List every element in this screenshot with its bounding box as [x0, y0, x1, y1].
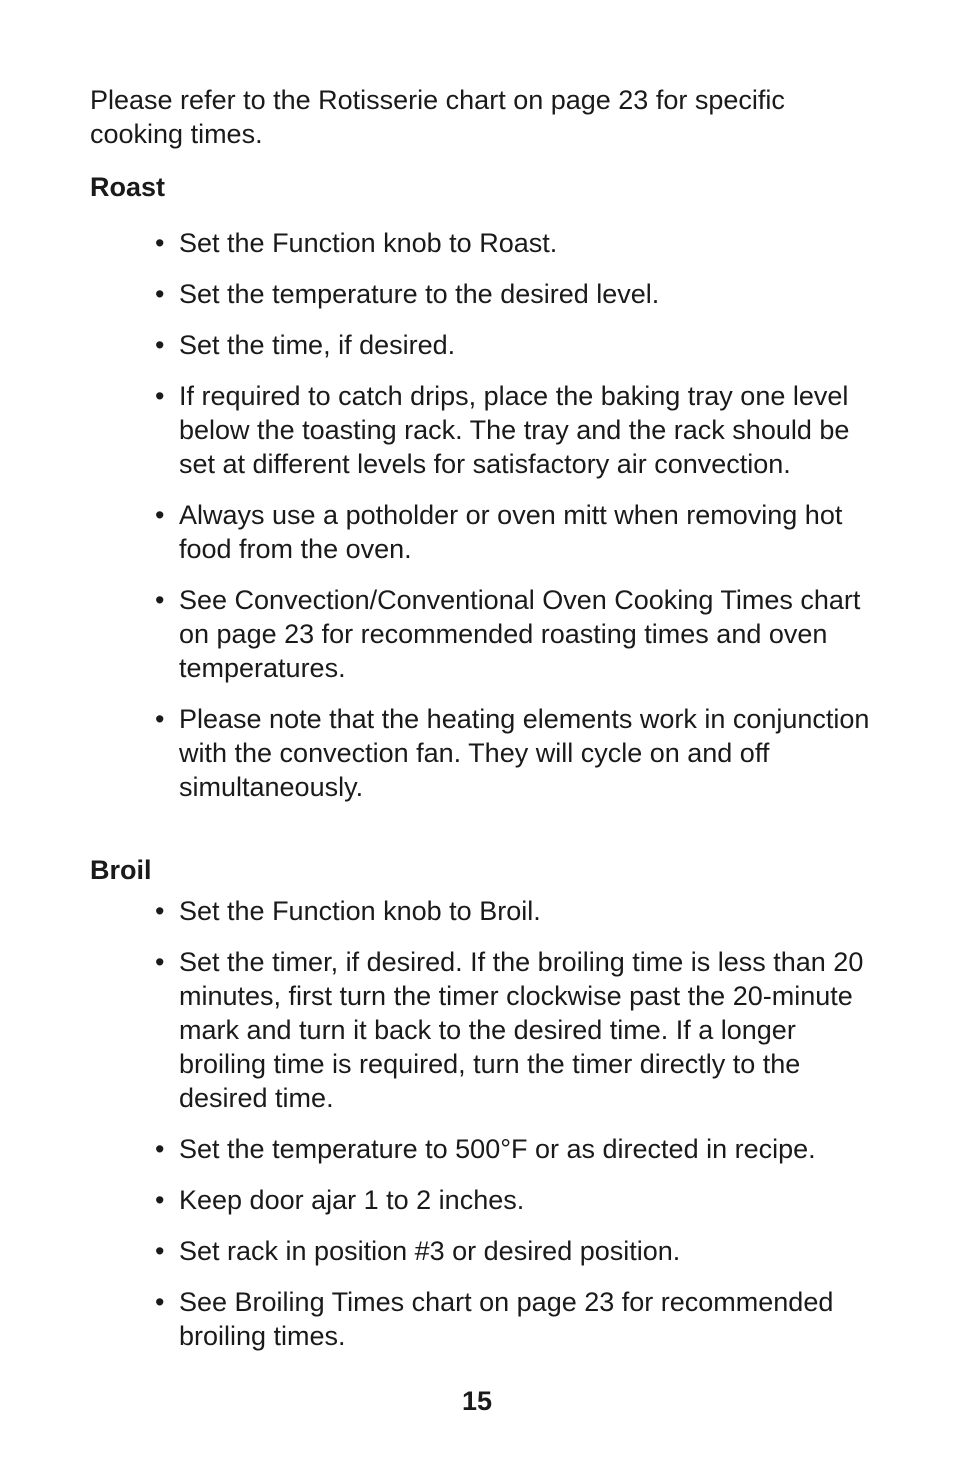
list-item: • Set the time, if desired. [155, 330, 456, 360]
roast-heading: Roast [90, 172, 166, 202]
list-item: • Set the timer, if desired. If the broiling time is less than 20 minutes, first turn the timer clockwise past the 20-minute mark and turn it back to the desired time. If a longer broiling time is required, turn the timer directly to the desired time. [155, 947, 864, 1113]
list-item: • Set rack in position #3 or desired position. [155, 1236, 681, 1266]
broil-list [155, 894, 875, 1370]
list-item: • See Broiling Times chart on page 23 for recommended broiling times. [155, 1287, 834, 1351]
list-item: • Set the temperature to the desired level. [155, 279, 660, 309]
roast-list [155, 226, 875, 821]
list-item: • If required to catch drips, place the baking tray one level below the toasting rack. The tray and the rack should be set at different levels for satisfactory air convection. [155, 381, 850, 479]
list-item: • Always use a potholder or oven mitt when removing hot food from the oven. [155, 500, 843, 564]
intro-text: Please refer to the Rotisserie chart on page 23 for specific cooking times. [90, 85, 785, 149]
page-number: 15 [461, 1386, 493, 1416]
list-item: • Set the Function knob to Broil. [155, 896, 541, 926]
list-item: • See Convection/Conventional Oven Cooking Times chart on page 23 for recommended roasting times and oven temperatures. [155, 585, 861, 683]
broil-heading: Broil [90, 855, 152, 885]
list-item: • Please note that the heating elements work in conjunction with the convection fan. They will cycle on and off simultaneously. [155, 704, 870, 802]
list-item: • Keep door ajar 1 to 2 inches. [155, 1185, 525, 1215]
list-item: • Set the Function knob to Roast. [155, 228, 558, 258]
list-item: • Set the temperature to 500°F or as directed in recipe. [155, 1134, 816, 1164]
